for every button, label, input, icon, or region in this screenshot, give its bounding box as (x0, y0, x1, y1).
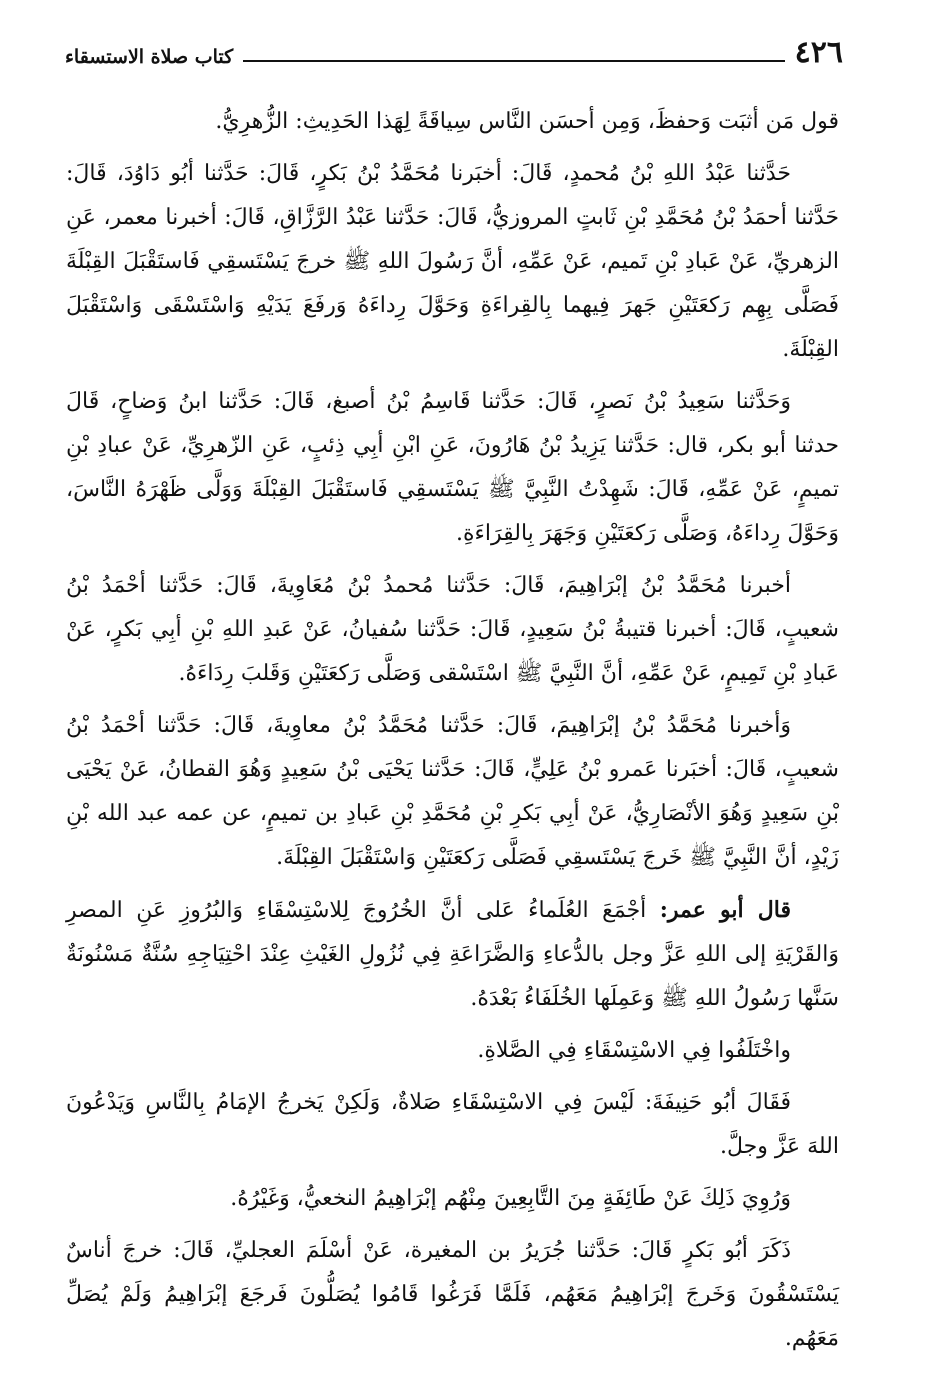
paragraph-3: وَحَدَّثنا سَعِيدُ بْنُ نَصرٍ، قَالَ: حَدَّثنا قَاسِمُ بْنُ أصبغ، قَالَ: حَدَّثنا ابنُ وَضاحٍ، قَالَ حدثنا أبو بكر، قال: حَدَّثنا يَزِيدُ بْنُ هَارُونَ، عَنِ ابْنِ أبِي ذِئبٍ، عَنِ الزّهرِيِّ، عَنْ عبادِ بْنِ تميمٍ، عَنْ عَمِّهِ، قَالَ: شَهِدْتُ النَّبِيَّ ﷺ يَسْتَسقِي فَاستَقْبَلَ القِبْلَةَ وَوَلَّى ظَهْرَهُ النَّاسَ، وَحَوَّلَ رِداءَهُ، وَصَلَّى رَكعَتَيْنِ وَجَهَرَ بِالقِرَاءَةِ. (66, 389, 839, 546)
paragraph-7: واخْتَلَفُوا فِي الاسْتِسْقَاءِ فِي الصَّلاةِ. (477, 1038, 791, 1063)
header-rule (243, 60, 784, 62)
running-title: كتاب صلاة الاستسقاء (65, 46, 234, 68)
page-number: ٤٢٦ (794, 35, 843, 70)
paragraph-2: حَدَّثنا عَبْدُ اللهِ بْنُ مُحمدٍ، قَالَ: أخبَرنا مُحَمَّدُ بْنُ بَكرٍ، قَالَ: حَدَّثنا أبُو دَاوُدَ، قَالَ: حَدَّثنا أحمَدُ بْنُ مُحَمَّدِ بْنِ ثَابتٍ المروزيُّ، قَالَ: حَدَّثنا عَبْدُ الرَّزَّاقِ، قَالَ: أخبرنا معمر، عَنِ الزهريِّ، عَنْ عَبادِ بْنِ تَميم، عَنْ عَمِّهِ، أنَّ رَسُولَ اللهِ ﷺ خرجَ يَسْتَسقِي فَاستَقْبَلَ القِبْلَةَ فَصَلَّى بِهِم رَكعَتَيْنِ جَهرَ فِيهما بِالقِراءَةِ وَحَوَّلَ رِداءَهُ وَرفَعَ يَدَيْهِ وَاسْتَسْقَى وَاسْتَقْبَلَ القِبْلَةَ. (66, 161, 839, 362)
paragraph-10: ذَكَرَ أبُو بَكرٍ قَالَ: حَدَّثنا جُرَيرُ بن المغيرة، عَنْ أسْلَمَ العجليِّ، قَالَ: خرجَ أناسٌ يَسْتَسْقُونَ وَخَرجَ إبْرَاهِيمُ مَعَهُم، فَلَمَّا فَرَغُوا قَامُوا يُصَلُّونَ فَرجَعَ إبْرَاهِيمُ وَلَمْ يُصَلِّ مَعَهُم. (66, 1238, 839, 1351)
paragraph-5: وَأخبرنا مُحَمَّدُ بْنُ إبْرَاهِيمَ، قَالَ: حَدَّثنا مُحَمَّدُ بْنُ معاوِيةَ، قَالَ: حَدَّثنا أحْمَدُ بْنُ شعيبٍ، قَالَ: أخبَرنا عَمرو بْنُ عَلِيٍّ، قَالَ: حَدَّثنا يَحْيَى بْنُ سَعِيدٍ وَهُوَ القطانُ، عَنْ يَحْيَى بْنِ سَعِيدٍ وَهُوَ الأنْصَارِيُّ، عَنْ أبِي بَكرِ بْنِ مُحَمَّدِ بْنِ عَبادِ بن تميمٍ، عن عمه عبد الله بْنِ زَيْدٍ، أنَّ النَّبِيَّ ﷺ خَرجَ يَسْتَسقِي فَصَلَّى رَكعَتَيْنِ وَاسْتَقْبَلَ القِبْلَةَ. (66, 713, 839, 870)
paragraph-9: وَرُوِيَ ذَلِكَ عَنْ طَائِفَةٍ مِنَ التَّابِعِينَ مِنْهُم إبْرَاهِيمُ النخعيُّ، وَغَيْرُهُ. (230, 1186, 791, 1211)
page-body (66, 100, 839, 1369)
paragraph-4: أخبرنا مُحَمَّدُ بْنُ إبْرَاهِيمَ، قَالَ: حَدَّثنا مُحمدُ بْنُ مُعَاوِيةَ، قَالَ: حَدَّثنا أحْمَدُ بْنُ شعيبٍ، قَالَ: أخبرنا قتيبةُ بْنُ سَعِيدٍ، قَالَ: حَدَّثنا سُفيانُ، عَنْ عَبدِ اللهِ بْنِ أبِي بَكرٍ، عَنْ عَبادِ بْنِ تَمِيمٍ، عَنْ عَمِّهِ، أنَّ النَّبِيَّ ﷺ اسْتَسْقى وَصَلَّى رَكعَتَيْنِ وَقَلبَ رِدَاءَهُ. (66, 573, 839, 686)
page-header (65, 34, 843, 68)
paragraph-6 (66, 888, 839, 1021)
speaker-label: قال أبو عمر: (659, 897, 792, 923)
paragraph-8: فَقَالَ أبُو حَنِيفَةَ: لَيْسَ فِي الاسْتِسْقَاءِ صَلاةٌ، وَلَكِنْ يَخرجُ الإمَامُ بِالنَّاسِ وَيَدْعُونَ اللهَ عَزَّ وجلَّ. (66, 1090, 839, 1159)
paragraph-6-text: أجْمَعَ العُلَماءُ عَلى أنَّ الخُرُوجَ لِلاسْتِسْقَاءِ وَالبُرُوزِ عَنِ المصرِ وَالقَرْيَةِ إلى اللهِ عَزَّ وجل بالدُّعاءِ وَالضَّرَاعَةِ فِي نُزُولِ الغَيْثِ عِنْدَ احْتِيَاجِهِ سُنَّةٌ مَسْنُونَةٌ سَنَّها رَسُولُ اللهِ ﷺ وَعَمِلَها الخُلَفَاءُ بَعْدَهُ. (66, 898, 839, 1011)
paragraph-1: قول مَن أثبَت وَحفظَ، وَمِن أحسَن النَّاس سِياقَةً لِهَذا الحَدِيثِ: الزُّهرِيُّ. (215, 109, 839, 134)
